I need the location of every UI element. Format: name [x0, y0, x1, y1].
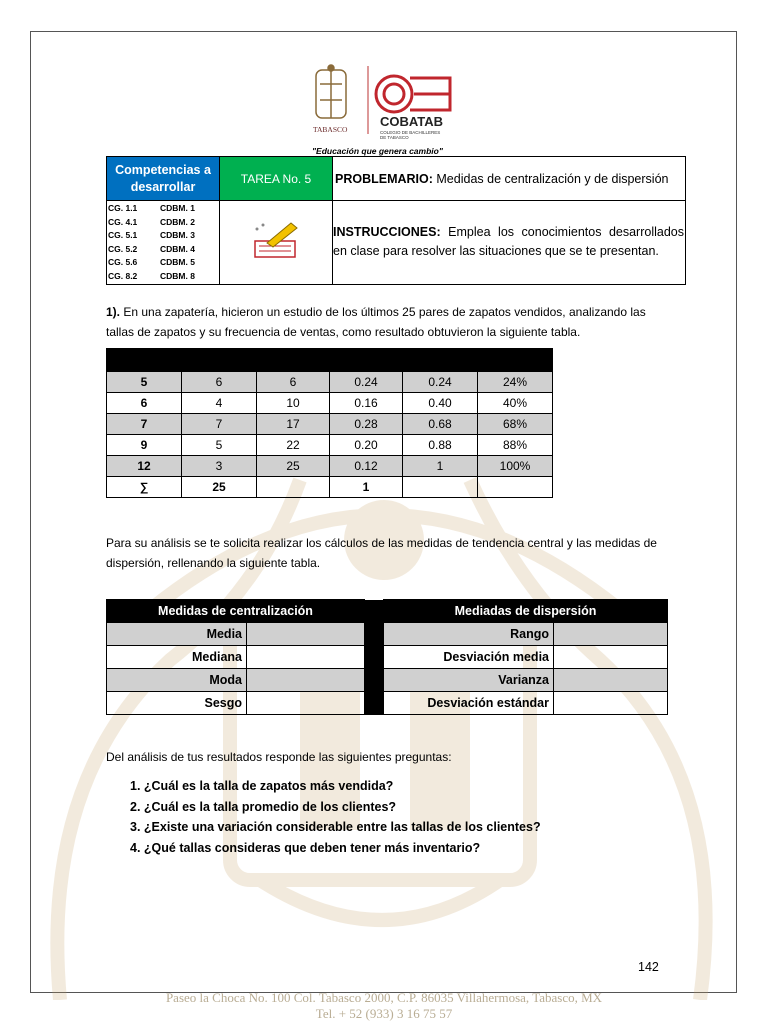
table-row: 5 6 6 0.24 0.24 24% — [107, 372, 553, 393]
central-header: Medidas de centralización — [107, 600, 365, 623]
measures-table: Medidas de centralización Mediadas de dispersión Media Rango Mediana Desviación media Moda Varianza Sesgo Desviación estándar — [106, 599, 668, 715]
sesgo-answer-field[interactable] — [247, 692, 365, 715]
desviacion-media-answer-field[interactable] — [554, 646, 668, 669]
footer-address: Paseo la Choca No. 100 Col. Tabasco 2000, C.P. 86035 Villahermosa, Tabasco, MX — [165, 990, 603, 1005]
institution-logos — [310, 64, 470, 156]
cobatab-label: COBATAB — [380, 114, 444, 129]
table-row: 7 7 17 0.28 0.68 68% — [107, 414, 553, 435]
seal-label: TABASCO — [313, 125, 348, 134]
list-item: 1. ¿Cuál es la talla de zapatos más vendida? — [130, 779, 394, 793]
mediana-answer-field[interactable] — [247, 646, 365, 669]
slogan: "Educación que genera cambio" — [312, 146, 443, 156]
rango-answer-field[interactable] — [554, 623, 668, 646]
problem-1-text: 1). En una zapatería, hicieron un estudio de los últimos 25 pares de zapatos vendidos, analizando las tallas de zapatos y su frecuencia de ventas, como resultado obtuvieron la siguiente tabla. — [106, 305, 646, 339]
tarea-cell: TAREA No. 5 — [220, 157, 333, 201]
competency-codes: CG. 1.1 CDBM. 1 CG. 4.1 CDBM. 2 CG. 5.1 CDBM. 3 CG. 5.2 CDBM. 4 CG. 5.6 CDBM. 5 CG. 8.2 CDBM. 8 — [107, 201, 220, 285]
varianza-answer-field[interactable] — [554, 669, 668, 692]
table-row-sum: ∑ 25 1 — [107, 477, 553, 498]
questions-intro: Del análisis de tus resultados responde las siguientes preguntas: — [106, 750, 452, 764]
questions-list — [130, 776, 541, 858]
header-table — [106, 156, 686, 285]
list-item: 4. ¿Qué tallas consideras que deben tener más inventario? — [130, 840, 481, 855]
list-item: 2. ¿Cuál es la talla promedio de los clientes? — [130, 799, 397, 814]
frequency-table — [106, 348, 553, 498]
moda-answer-field[interactable] — [247, 669, 365, 692]
table-row: 9 5 22 0.20 0.88 88% — [107, 435, 553, 456]
analysis-text: Para su análisis se te solicita realizar los cálculos de las medidas de tendencia central y las medidas de dispersión, rellenando la siguiente tabla. — [106, 536, 657, 570]
page-number: 142 — [638, 960, 659, 974]
svg-text:COLEGIO DE BACHILLERES: COLEGIO DE BACHILLERES — [380, 130, 441, 135]
table-row: 6 4 10 0.16 0.40 40% — [107, 393, 553, 414]
tabasco-seal — [316, 65, 346, 118]
media-answer-field[interactable] — [247, 623, 365, 646]
notebook-pencil-icon — [220, 201, 333, 285]
instructions-cell: INSTRUCCIONES: Emplea los conocimientos desarrollados en clase para resolver las situaciones que se te presentan. — [333, 201, 686, 285]
dispersion-header: Mediadas de dispersión — [384, 600, 668, 623]
cobatab-logo-icon — [376, 76, 450, 112]
table-row: 12 3 25 0.12 1 100% — [107, 456, 553, 477]
svg-text:DE TABASCO: DE TABASCO — [380, 135, 409, 140]
footer-phone: Tel. + 52 (933) 3 16 75 57 — [315, 1006, 453, 1021]
desviacion-estandar-answer-field[interactable] — [554, 692, 668, 715]
list-item: 3. ¿Existe una variación considerable entre las tallas de los clientes? — [130, 820, 541, 834]
competencias-cell: Competencias a desarrollar — [107, 157, 220, 201]
problemario-cell: PROBLEMARIO: Medidas de centralización y de dispersión — [333, 157, 686, 201]
